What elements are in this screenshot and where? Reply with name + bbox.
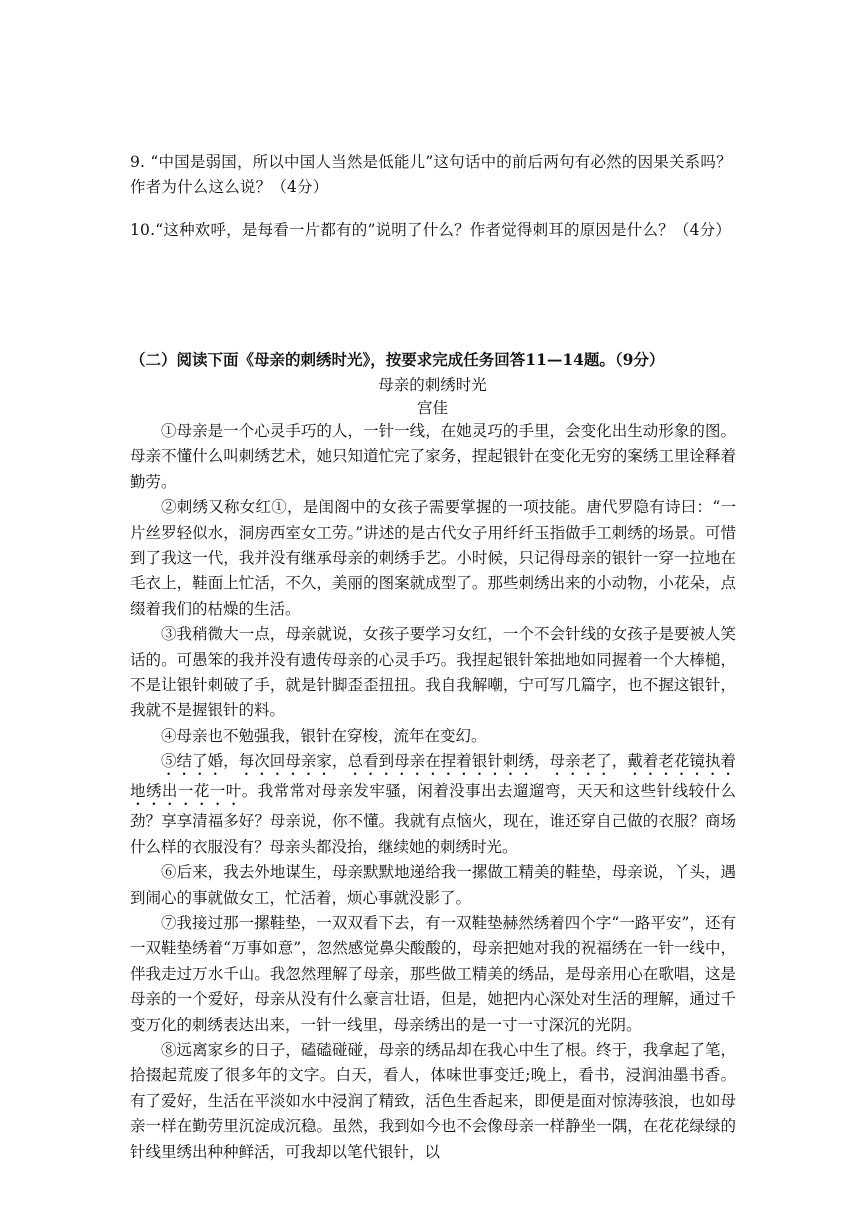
section-heading: （二）阅读下面《母亲的刺绣时光》，按要求完成任务回答11—14题。（9分）: [130, 350, 665, 369]
article-body: [130, 419, 736, 1165]
paragraph-3: ③我稍微大一点，母亲就说，女孩子要学习女红，一个不会针线的女孩子是要被人笑话的。可愚笨的我并没有遗传母亲的心灵手巧。我捏起银针笨拙地如同握着一个大棒槌，不是让银针刺破了手，就是针脚歪歪扭扭。我自我解嘲，宁可写几篇字，也不握这银针，我就不是握银针的料。: [130, 625, 736, 720]
paragraph-5-rest: 。我常常对母亲发牢骚，闲着没事出去遛遛弯，天天和这些针线较什么劲？享享清福多好？母亲说，你不懂。我就有点恼火，现在，谁还穿自己做的衣服？商场什么样的衣服没有？母亲头都没抬，继续她的刺绣时光。: [130, 782, 736, 856]
article-author: 宫佳: [416, 399, 448, 417]
paragraph-5: [130, 749, 736, 860]
question-9: 9. “中国是弱国，所以中国人当然是低能儿”这句话中的前后两句有必然的因果关系吗？作者为什么这么说？（4分）: [130, 153, 732, 196]
paragraph-2: ②刺绣又称女红①，是闺阁中的女孩子需要掌握的一项技能。唐代罗隐有诗曰：“一片丝罗轻似水，洞房西室女工劳。”讲述的是古代女子用纤纤玉指做手工刺绣的场景。可惜到了我这一代，我并没有继承母亲的刺绣手艺。小时候，只记得母亲的银针一穿一拉地在毛衣上，鞋面上忙活，不久，美丽的图案就成型了。那些刺绣出来的小动物，小花朵，点缀着我们的枯燥的生活。: [130, 498, 736, 618]
question-10: 10.“这种欢呼，是每看一片都有的”说明了什么？作者觉得刺耳的原因是什么？（4分）: [130, 221, 732, 239]
paragraph-8: ⑧远离家乡的日子，磕磕碰碰，母亲的绣品却在我心中生了根。终于，我拿起了笔，拾掇起荒废了很多年的文字。白天，看人，体味世事变迁;晚上，看书，浸润油墨书香。有了爱好，生活在平淡如水中浸润了精致，活色生香起来，即便是面对惊涛骇浪，也如母亲一样在勤劳里沉淀成沉稳。虽然，我到如今也不会像母亲一样静坐一隅，在花花绿绿的针线里绣出种种鲜活，可我却以笔代银针，以: [130, 1040, 736, 1161]
paragraph-7: ⑦我接过那一摞鞋垫，一双双看下去，有一双鞋垫赫然绣着四个字“一路平安”，还有一双鞋垫绣着“万事如意”，忽然感觉鼻尖酸酸的，母亲把她对我的祝福绣在一针一线中，伴我走过万水千山。我忽然理解了母亲，那些做工精美的绣品，是母亲用心在歌唱，这是母亲的一个爱好，母亲从没有什么豪言壮语，但是，她把内心深处对生活的理解，通过千变万化的刺绣表达出来，一针一线里，母亲绣出的是一寸一寸深沉的光阴。: [130, 913, 736, 1034]
paragraph-1: ①母亲是一个心灵手巧的人，一针一线，在她灵巧的手里，会变化出生动形象的图。母亲不懂什么叫刺绣艺术，她只知道忙完了家务，捏起银针在变化无穷的案绣工里诠释着勤劳。: [130, 422, 736, 491]
article-title: 母亲的刺绣时光: [378, 376, 487, 394]
emphasized-text: ⑤结了婚，每次回母亲家，总看到母亲在捏着银针刺绣，母亲老了，戴着老花镜执着地绣出一花一叶: [130, 752, 736, 801]
paragraph-4: ④母亲也不勉强我，银针在穿梭，流年在变幻。: [161, 726, 487, 745]
paragraph-6: ⑥后来，我去外地谋生，母亲默默地递给我一摞做工精美的鞋垫，母亲说，丫头，遇到闹心的事就做女工，忙活着，烦心事就没影了。: [130, 863, 736, 907]
